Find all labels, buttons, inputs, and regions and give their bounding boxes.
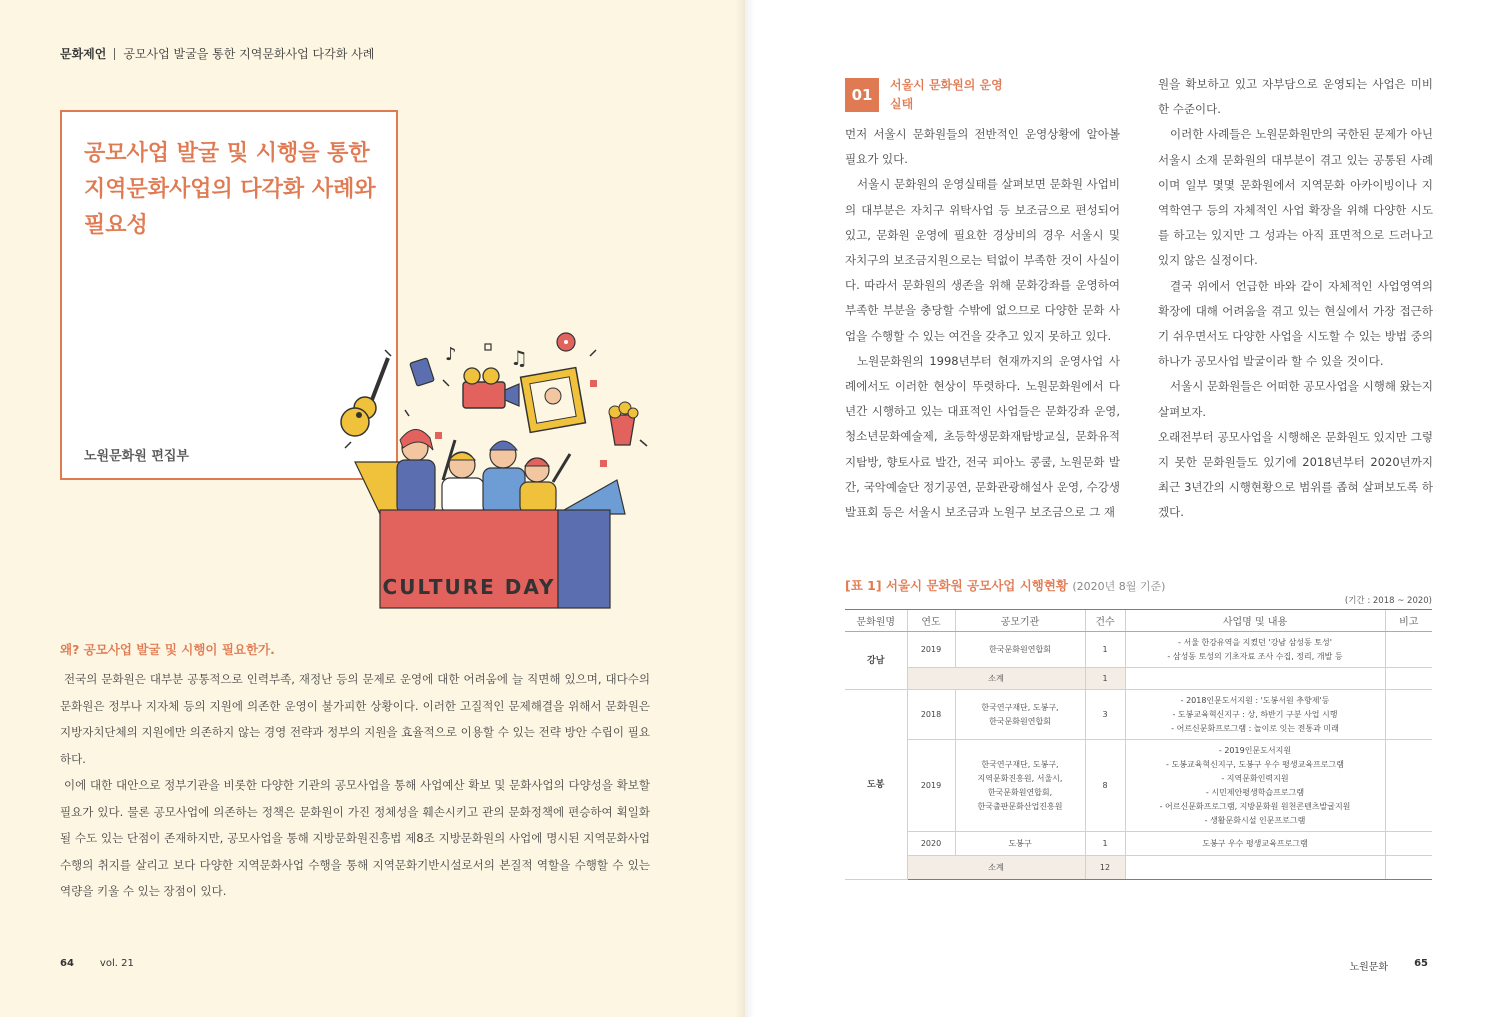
section-title: 서울시 문화원의 운영실태 — [890, 78, 1003, 111]
right-page-number: 65 — [1414, 958, 1428, 969]
col2-paragraph: 서울시 문화원들은 어떠한 공모사업을 시행해 왔는지 살펴보자. — [1158, 379, 1433, 419]
table-caption — [845, 576, 1165, 594]
col2-paragraph: 결국 위에서 언급한 바와 같이 자체적인 사업영역의 확장에 대해 어려움을 겪고 있는 현실에서 가장 접근하기 쉬우면서도 다양한 사업을 시도할 수 있는 방법 중의 하나가 공모사업 발굴이라 할 수 있을 것이다. — [1158, 278, 1433, 369]
right-column-1 — [845, 122, 1120, 525]
note-cell — [1385, 690, 1432, 740]
year-cell: 2020 — [907, 832, 955, 856]
music-note-icon: ♪ — [445, 344, 457, 365]
col2-paragraph: 원을 확보하고 있고 자부담으로 운영되는 사업은 미비한 수준이다. — [1158, 77, 1433, 117]
table-header-cell: 건수 — [1085, 610, 1125, 632]
magazine-name: 노원문화 — [1349, 962, 1389, 973]
agency-cell: 한국연구재단, 도봉구, 한국문화원연합회 — [955, 690, 1085, 740]
running-head-divider — [114, 48, 115, 60]
table-row — [845, 632, 1432, 668]
agency-cell: 도봉구 — [955, 832, 1085, 856]
count-cell: 8 — [1085, 740, 1125, 832]
table-header-cell: 사업명 및 내용 — [1125, 610, 1385, 632]
article-author: 노원문화원 편집부 — [84, 449, 189, 464]
table-header-cell: 연도 — [907, 610, 955, 632]
table-caption-date: (2020년 8월 기준) — [1072, 580, 1166, 593]
left-paragraph: 이에 대한 대안으로 정부기관을 비롯한 다양한 기관의 공모사업을 통해 사업예산 확보 및 문화사업의 다양성을 확보할 필요가 있다. 물론 공모사업에 의존하는 정책은 문화원이 가진 정체성을 훼손시키고 관의 문화정책에 편승하여 획일화 될 수도 있는 단점이 존재하지만, 공모사업을 통해 지방문화원진흥법 제8조 지방문화원의 사업에 명시된 지역문화사업 수행의 취지를 살리고 보다 다양한 지역문화사업 수행을 통해 지역문화기반시설로서의 본질적 역할을 수행할 수 있는 역량을 키울 수 있는 장점이 있다. — [60, 778, 650, 898]
volume-label: vol. 21 — [99, 958, 134, 969]
double-note-icon: ♫ — [510, 346, 528, 370]
film-camera-icon — [463, 368, 519, 408]
note-cell — [1385, 740, 1432, 832]
col2-paragraph: 오래전부터 공모사업을 시행해온 문화원도 있지만 그렇지 못한 문화원들도 있기에 2018년부터 2020년까지 최근 3년간의 시행현황으로 범위를 좁혀 살펴보도록 하겠다. — [1158, 429, 1433, 520]
left-body-text — [60, 666, 650, 905]
count-cell: 3 — [1085, 690, 1125, 740]
right-folio — [1349, 958, 1428, 973]
running-head — [60, 45, 374, 62]
content-cell: - 2019인문도서지원 - 도봉교육혁신지구, 도봉구 우수 평생교육프로그램 - 지역문화인력지원 - 시민제안평생학습프로그램 - 어르신문화프로그램, 지방문화원 원천콘텐츠발굴지원 - 생활문화시설 인문프로그램 — [1125, 740, 1385, 832]
year-cell: 2019 — [907, 740, 955, 832]
table-header-row — [845, 610, 1432, 632]
subtotal-row — [845, 856, 1432, 880]
table-caption-title: [표 1] 서울시 문화원 공모사업 시행현황 — [845, 578, 1069, 593]
note-cell — [1385, 668, 1432, 690]
col1-paragraph: 서울시 문화원의 운영실태를 살펴보면 문화원 사업비의 대부분은 자치구 위탁사업 등 보조금으로 편성되어 있고, 문화원 운영에 필요한 경상비의 경우 서울시 및 자치구의 보조금지원으로는 턱없이 부족한 것이 사실이다. 따라서 문화원의 생존을 위해 문화강좌를 운영하여 부족한 부분을 충당할 수밖에 없으므로 다양한 문화 사업을 수행할 수 있는 여건을 갖추고 있지 못하고 있다. — [845, 177, 1120, 343]
note-cell — [1385, 832, 1432, 856]
box-side — [558, 510, 610, 608]
table-row — [845, 832, 1432, 856]
year-cell: 2019 — [907, 632, 955, 668]
table-header-cell: 비고 — [1385, 610, 1432, 632]
left-folio — [60, 958, 134, 969]
col2-paragraph: 이러한 사례들은 노원문화원만의 국한된 문제가 아닌 서울시 소재 문화원의 대부분이 겪고 있는 공통된 사례이며 일부 몇몇 문화원에서 지역문화 아카이빙이나 지역학연구 등의 자체적인 사업 확장을 위해 다양한 시도를 하고는 있지만 그 성과는 아직 표면적으로 드러나고 있지 않은 실정이다. — [1158, 127, 1433, 268]
content-cell — [1125, 856, 1385, 880]
notebook-icon — [410, 358, 435, 386]
content-cell: - 2018인문도서지원 : '도봉서원 추향제'등 - 도봉교육혁신지구 : 상, 하반기 구분 사업 시행 - 어르신문화프로그램 : 놀이로 잇는 전통과 미래 — [1125, 690, 1385, 740]
count-cell: 1 — [1085, 832, 1125, 856]
col1-paragraph: 먼저 서울시 문화원들의 전반적인 운영상황에 알아볼 필요가 있다. — [845, 127, 1120, 167]
portrait-frame-icon — [521, 368, 586, 433]
table-period: (기간 : 2018 ~ 2020) — [1344, 596, 1432, 606]
content-cell: - 서울 한강유역을 지켰던 '강남 삼성동 토성' - 삼성동 토성의 기초자료 조사 수집, 정리, 개발 등 — [1125, 632, 1385, 668]
region-cell: 도봉 — [845, 690, 907, 880]
box-right-flap — [557, 480, 625, 514]
left-paragraph: 전국의 문화원은 대부분 공통적으로 인력부족, 재정난 등의 문제로 운영에 대한 어려움에 늘 직면해 있으며, 대다수의 문화원은 정부나 지자체 등의 지원에 의존한 운영이 불가피한 상황이다. 이러한 고질적인 문제해결을 위해서 문화원은 지방자치단체의 지원에만 의존하지 않는 경영 전략과 정부의 지원을 효율적으로 이용할 수 있는 전략 방안 수립이 필요하다. — [60, 672, 650, 766]
section-number-badge: 01 — [845, 78, 879, 112]
culture-day-illustration — [325, 320, 665, 612]
guitar-icon — [341, 358, 388, 436]
running-head-subtitle: 공모사업 발굴을 통한 지역문화사업 다각화 사례 — [123, 47, 375, 61]
article-title: 공모사업 발굴 및 시행을 통한 지역문화사업의 다각화 사례와 필요성 — [84, 141, 376, 238]
agency-cell: 한국문화원연합회 — [955, 632, 1085, 668]
left-subheading: 왜? 공모사업 발굴 및 시행이 필요한가. — [60, 642, 275, 657]
region-cell: 강남 — [845, 632, 907, 690]
agency-cell: 한국연구재단, 도봉구, 지역문화진흥원, 서울시, 한국문화원연합회, 한국출판문화산업진흥원 — [955, 740, 1085, 832]
subtotal-row — [845, 668, 1432, 690]
col1-paragraph: 노원문화원의 1998년부터 현재까지의 운영사업 사례에서도 이러한 현상이 뚜렷하다. 노원문화원에서 다년간 시행하고 있는 대표적인 사업들은 문화강좌 운영, 청소년문화예술제, 초등학생문화재탐방교실, 문화유적지탐방, 향토사료 발간, 전국 피아노 콩쿨, 노원문화 발간, 국악예술단 정기공연, 문화관광해설사 운영, 수강생 발표회 등은 서울시 보조금과 노원구 보조금으로 그 재 — [845, 353, 1120, 520]
year-cell: 2018 — [907, 690, 955, 740]
people-group — [397, 429, 570, 514]
page-gutter — [735, 0, 755, 1017]
note-cell — [1385, 632, 1432, 668]
table-row — [845, 740, 1432, 832]
table-header-cell: 공모기관 — [955, 610, 1085, 632]
note-cell — [1385, 856, 1432, 880]
subtotal-label: 소계 — [907, 856, 1085, 880]
table-header-cell: 문화원명 — [845, 610, 907, 632]
count-cell: 1 — [1085, 632, 1125, 668]
table-row — [845, 690, 1432, 740]
running-head-section: 문화제언 — [60, 47, 107, 61]
content-cell: 도봉구 우수 평생교육프로그램 — [1125, 832, 1385, 856]
right-column-2 — [1158, 72, 1433, 526]
popcorn-icon — [609, 402, 638, 445]
culture-day-label: CULTURE DAY — [382, 575, 556, 599]
left-page-number: 64 — [60, 958, 74, 969]
subtotal-count: 1 — [1085, 668, 1125, 690]
program-status-table — [845, 609, 1432, 880]
subtotal-label: 소계 — [907, 668, 1085, 690]
subtotal-count: 12 — [1085, 856, 1125, 880]
content-cell — [1125, 668, 1385, 690]
